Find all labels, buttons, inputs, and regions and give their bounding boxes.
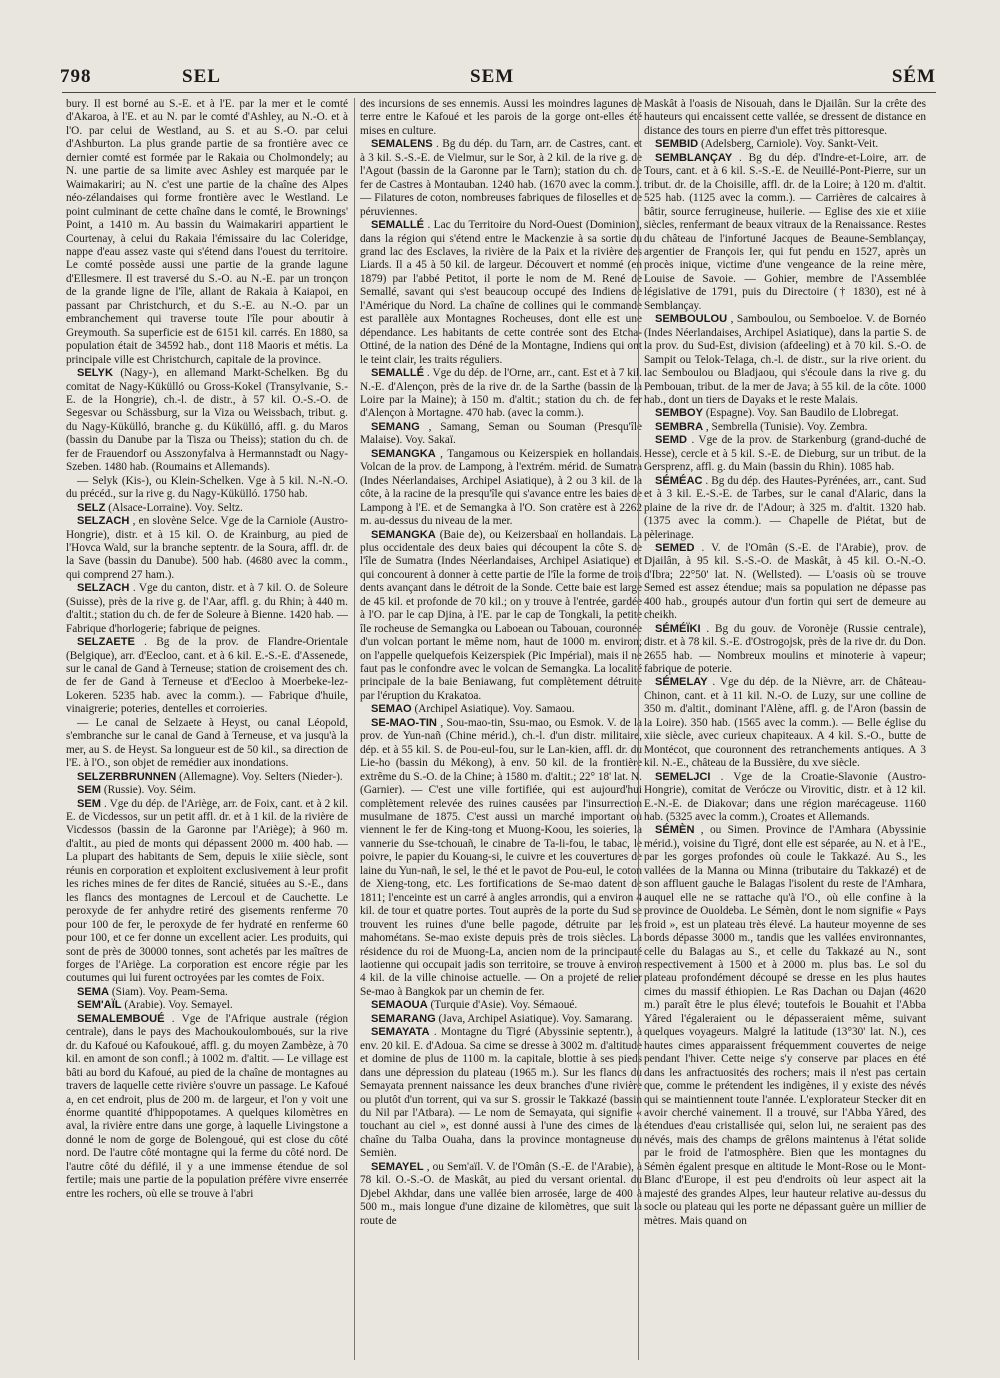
- entry-text: . V. de l'Omân (S.-E. de l'Arabie), prov. de Djailân, à 95 kil. S.-S.-O. de Maskât, à 45 kil. O.-N.-O. d'Ibra; 22°50' lat. N. (Wellsted). — L'oasis où se trouve Semed est assez étendue; mais sa population ne dépasse pas 400 hab., groupés autour d'un fortin qui sert de demeure au cheikh.: [644, 541, 926, 622]
- entry-headword: SEM: [77, 797, 102, 810]
- dictionary-entry: [66, 717, 348, 771]
- entry-text: des incursions de ses ennemis. Aussi les moindres lagunes de terre entre le Kafoué et les parois de la gorge ont-elles été mises en culture.: [360, 98, 642, 137]
- entry-text: (Baie de), ou Keizersbaaï en hollandais. La plus occidentale des deux baies qui découpent la côte S. de l'île de Sumatra (Indes Néerlandaises, Archipel Asiatique) et qui concourent à donner à cette partie de l'île la forme de trois dents avançant dans le détroit de la Sonde. Cette baie est large de 45 kil. et profonde de 70 kil.; on y trouve à l'entrée, gardée à l'O. par le cap Djina, à l'E. par le cap de Tongkali, la petite île rocheuse de Semangka ou Laboean ou Tabouan, couronnée d'un volcan portant le même nom, haut de 1000 m. environ; on l'appelle quelquefois Keizerspiek (Pic Impérial), mais il ne faut pas le confondre avec le volcan de Semangka. La localité principale de la baie Beniawang, fut complètement détruite par l'éruption du Krakatoa.: [360, 528, 642, 702]
- entry-text: bury. Il est borné au S.-E. et à l'E. par la mer et le comté d'Akaroa, à l'E. et au N. par le comté d'Ashley, au N.-O. et à l'O. par celui de Westland, au S. et au S.-O. par celui d'Ashburton. La plus grande partie de sa frontière avec ce dernier comté est formée par le Rakaia ou Cholmondely; au N. une partie de sa limite avec Ashley est marquée par le Waimakariri; au N. c'est une partie de la chaîne des Alpes néo-zélandaises qui forme frontière avec le Westland. Le point culminant de cette chaîne dans le comté, le Brownings' Point, a 1410 m. Au bassin du Waimakariri appartient le Courtenay, à celui du Rakaia l'émissaire du lac Coleridge, nappe d'eau assez vaste qui s'étend dans l'ouest du territoire. Le comté possède aussi une partie de la grande lagune d'Ellesmere. Il est traversé du S.-O. au N.-E. par un tronçon de la grande ligne de l'île, allant de Rakaia à Kaiapoi, en passant par Christchurch, et du S.-E. au N.-O. par un embranchement qui traverse toute l'île pour aboutir à Greymouth. Sa superficie est de 6151 kil. carrés. En 1880, sa population était de 34592 hab., dont 118 Maoris et métis. La principale ville est Christchurch, capitale de la province.: [66, 98, 348, 366]
- dictionary-entry: [66, 636, 348, 717]
- dictionary-entry: [360, 98, 642, 138]
- entry-headword: SELZAETE: [77, 636, 135, 649]
- header-center: SEM: [470, 66, 515, 87]
- entry-text: (Espagne). Voy. San Baudilo de Llobregat.: [705, 407, 899, 420]
- entry-text: (Russie). Voy. Séim.: [103, 784, 196, 797]
- entry-headword: SEMALEMBOUÉ: [77, 1012, 165, 1025]
- dictionary-entry: [66, 502, 348, 515]
- entry-headword: SELZACH: [77, 515, 130, 528]
- entry-text: (Alsace-Lorraine). Voy. Seltz.: [108, 501, 243, 514]
- page-header: [60, 66, 940, 94]
- dictionary-entry: [644, 313, 926, 407]
- entry-headword: SEMELJCI: [655, 770, 711, 783]
- dictionary-entry: [644, 98, 926, 138]
- entry-headword: SÉMÉÏKI: [655, 622, 701, 635]
- entry-headword: SEMBOY: [655, 407, 704, 420]
- dictionary-entry: [360, 529, 642, 704]
- entry-text: , ou Sem'aïl. V. de l'Omân (S.-E. de l'Arabie), à 78 kil. O.-S.-O. de Maskât, au pied du versant oriental. du Djebel Akhdar, dans une vallée bien arrosée, large de 400 à 500 m., mais longue d'une dizaine de kilomètres, que suit la route de: [360, 1160, 642, 1227]
- entry-headword: SEMAYEL: [371, 1160, 424, 1173]
- dictionary-entry: [66, 98, 348, 367]
- dictionary-entry: [66, 515, 348, 582]
- column-3: [644, 98, 926, 1360]
- dictionary-entry: [360, 219, 642, 367]
- entry-text: , Sou-mao-tin, Ssu-mao, ou Esmok. V. de la prov. de Yun-nañ (Chine mérid.), ch.-l. d'un distr. militaire, dép. et à 55 kil. S. de Pou-eul-fou, sur le Lan-kien, affl. dr. du Lie-ho (bassin du Mékong), à env. 50 kil. de la frontière extrême du S.-O. de la Chine; à 1580 m. d'altit.; 22° 18' lat. N. (Garnier). — C'est une ville fortifiée, qui est aujourd'hui complètement relevée des ruines causées par l'insurrection musulmane de 1875. C'est aussi un marché important où viennent le fer de King-tong et Muong-Koou, les soieries, la vannerie du Sse-tchouañ, le cinabre de Ta-li-fou, le tabac, le poivre, le papier du Kouang-si, le cuivre et les couvertures de laine du Yun-nañ, le sel, le thé et le pavot de Pou-eul, le coton de Xieng-tong, etc. Les fortifications de Se-mao datent de 1811; l'enceinte est un carré à angles arrondis, qui a environ 4 kil. de tour et quatre portes. Tout auprès de la porte du Sud se trouvent les ruines d'une belle pagode, détruite par les mahométans. Se-mao existe depuis près de trois siècles. La résidence du roi de Muong-La, ancien nom de la principauté laotienne qui occupait jadis son territoire, se trouve à environ 4 kil. de la ville chinoise actuelle. — On a projeté de relier Se-mao à Bangkok par un chemin de fer.: [360, 716, 642, 998]
- entry-text: . Lac du Territoire du Nord-Ouest (Dominion), dans la région qui s'étend entre le Mackenzie à sa sortie du grand lac des Esclaves, la rivière de la Paix et la rivière des Liards. Il a 45 à 50 kil. de largeur. Découvert et nommé (en 1879) par l'abbé Petitot, il porte le nom de M. René de Semallé, savant qui s'est beaucoup occupé des Indiens de l'Amérique du Nord. La chaîne de collines qui le commande est parallèle aux Montagnes Rocheuses, dont elle est une dépendance. Les habitants de cette contrée sont des Etcha-Ottiné, de la nation des Déné de la Montagne, Indiens qui ont le teint clair, les traits réguliers.: [360, 219, 642, 366]
- dictionary-entry: [644, 676, 926, 770]
- dictionary-entry: [644, 771, 926, 825]
- entry-text: . Bg de la prov. de Flandre-Orientale (Belgique), arr. d'Eecloo, cant. et à 6 kil. E.-S.-E. d'Assenede, sur le canal de Gand à Terneuse; station de croisement des ch. de fer de Gand à Terneuse et d'Eecloo à Moerbeke-lez-Lokeren. 5235 hab. avec la comm.). — Fabrique d'huile, vinaigrerie; poteries, dentelles et corroieries.: [66, 636, 348, 716]
- entry-headword: SEMALLÉ: [371, 367, 425, 380]
- entry-text: — Le canal de Selzaete à Heyst, ou canal Léopold, s'embranche sur le canal de Gand à Terneuse, et va jusqu'à la mer, au S. de Heyst. Sa longueur est de 50 kil., sa direction de l'E. à l'O., son objet de remédier aux inondations.: [66, 716, 348, 770]
- header-left: SEL: [182, 66, 221, 87]
- entry-headword: SEMBRA: [655, 420, 704, 433]
- dictionary-entry: [360, 138, 642, 219]
- entry-text: . Bg du dép. des Hautes-Pyrénées, arr., cant. Sud et à 3 kil. E.-S.-E. de Tarbes, sur le canal d'Alaric, dans la plaine de la rive dr. de l'Adour; à 325 m. d'altit. 1320 hab. (1375 avec la comm.). — Chapelle de Piétat, but de pèlerinage.: [644, 474, 926, 541]
- entry-text: . Vge de l'Afrique australe (région centrale), dans le pays des Machoukoulomboués, sur la rive dr. du Kafoué ou Kafoukoué, affl. g. du moyen Zambèze, à 70 kil. en amont de son confl.; à 1002 m. d'altit. — Le village est bâti au bord du Kafoué, au pied de la chaîne de montagnes au travers de laquelle cette rivière s'ouvre un passage. Le Kafoué a, en cet endroit, plus de 200 m. de largeur, et l'on y voit une énorme quantité d'hippopotames. A quelques kilomètres en aval, la rivière entre dans une gorge, à laquelle Livingstone a donné le nom de gorge de Bolengoué, qui est close du côté nord. De l'autre côté montagne qui la ferme du côté nord. De l'autre côté du défilé, il y a une immense étendue de sol fertile; mais une partie de la population préfère vivre enserrée entre les rochers, où elle se trouve à l'abri: [66, 1012, 348, 1200]
- entry-text: , Samboulou, ou Semboeloe. V. de Bornéo (Indes Néerlandaises, Archipel Asiatique), dans la partie S. de la prov. du Sud-Est, division (afdeeling) et à 70 kil. S.-O. de Sampit ou Telok-Telaga, ch.-l. de distr., sur la rive orient. du lac Semboulou ou Bladjaou, qui s'écoule dans la rive g. du Pembouan, tribut. de la mer de Java; à 55 kil. de la côte. 1000 hab., dont un tiers de Dayaks et le reste Malais.: [644, 313, 926, 406]
- entry-text: . Vge du dép. de l'Orne, arr., cant. Est et à 7 kil. N.-E. d'Alençon, près de la rive dr. de la Sarthe (bassin de la Loire par la Maine); à 150 m. d'altit.; station du ch. de fer d'Alençon à Mortagne. 470 hab. (avec la comm.).: [360, 367, 642, 420]
- entry-headword: SEMBOULOU: [655, 313, 728, 326]
- entry-headword: SEMANGKA: [371, 528, 436, 541]
- entry-headword: SÉMÈN: [655, 824, 695, 837]
- column-1: [66, 98, 348, 1360]
- entry-text: — Selyk (Kis-), ou Klein-Schelken. Vge à 5 kil. N.-N.-O. du précéd., sur la rive g. du Nagy-Kükülló. 1750 hab.: [66, 474, 348, 501]
- entry-headword: SE-MAO-TIN: [371, 716, 437, 729]
- entry-headword: SELZERBRUNNEN: [77, 770, 177, 783]
- entry-text: (Java, Archipel Asiatique). Voy. Samarang.: [438, 1012, 633, 1025]
- entry-headword: SEMARANG: [371, 1012, 436, 1025]
- entry-headword: SEMANG: [371, 420, 420, 433]
- entry-headword: SEMANGKA: [371, 447, 436, 460]
- entry-text: . Vge du dép. de la Nièvre, arr. de Château-Chinon, cant. et à 11 kil. N.-O. de Luzy, sur une colline de 350 m. d'altit., dominant l'Alène, affl. g. de l'Aron (bassin de la Loire). 350 hab. (1565 avec la comm.). — Belle église du xiie siècle, avec curieux chapiteaux. A 4 kil. S.-O., butte de Montécot, que couronnent des retranchements antiques. A 3 kil. N.-E., château de la Bussière, du xve siècle.: [644, 676, 926, 770]
- entry-headword: SÉMÉAC: [655, 474, 703, 487]
- entry-headword: SEMA: [77, 985, 110, 998]
- dictionary-entry: [644, 824, 926, 1228]
- entry-headword: SEMBLANÇAY: [655, 151, 733, 164]
- entry-text: . Vge de la prov. de Starkenburg (grand-duché de Hesse), cercle et à 5 kil. S.-E. de Dieburg, sur un tribut. de la Gersprenz, affl. g. du Main (bassin du Rhin). 1085 hab.: [644, 434, 926, 474]
- dictionary-entry: [644, 138, 926, 151]
- dictionary-entry: [66, 771, 348, 784]
- entry-headword: SEM: [77, 784, 102, 797]
- entry-headword: SEMALENS: [371, 138, 433, 151]
- dictionary-entry: [360, 703, 642, 716]
- entry-text: . Vge du canton, distr. et à 7 kil. O. de Soleure (Suisse), près de la rive g. de l'Aar, affl. g. du Rhin; à 440 m. d'altit.; station du ch. de fer de Soleure à Bienne. 1420 hab. — Fabrique d'horlogerie; fabrique de peignes.: [66, 582, 348, 635]
- dictionary-entry: [66, 798, 348, 986]
- page-number: 798: [60, 66, 92, 87]
- entry-text: (Archipel Asiatique). Voy. Samaou.: [414, 703, 575, 716]
- entry-headword: SEM'AÏL: [77, 999, 122, 1012]
- dictionary-entry: [644, 475, 926, 542]
- entry-text: (Arabie). Voy. Semayel.: [124, 999, 233, 1012]
- entry-text: (Allemagne). Voy. Selters (Nieder-).: [179, 770, 343, 783]
- dictionary-entry: [66, 784, 348, 797]
- entry-text: . Bg du dép. d'Indre-et-Loire, arr. de Tours, cant. et à 6 kil. S.-S.-E. de Neuillé-Pont-Pierre, sur un tribut. dr. de la Choisille, affl. dr. de la Loire; à 120 m. d'altit. 525 hab. (1125 avec la comm.). — Carrières de calcaires à bâtir, source ferrugineuse, huilerie. — Eglise des xie et xiiie siècles, renfermant de beaux vitraux de la Renaissance. Restes du château de l'infortuné Jacques de Beaune-Semblançay, argentier de François Ier, qui fut pendu en 1527, après un procès inique, victime d'une vengeance de la reine mère, Louise de Savoie. — Gohier, membre de l'Assemblée législative de 1791, puis du Directoire († 1830), est né à Semblançay.: [644, 151, 926, 312]
- entry-text: , Samang, Seman ou Souman (Presqu'île Malaise). Voy. Sakaï.: [360, 420, 642, 447]
- dictionary-entry: [360, 999, 642, 1012]
- dictionary-entry: [644, 623, 926, 677]
- entry-text: , ou Simen. Province de l'Amhara (Abyssinie mérid.), voisine du Tigré, dont elle est séparée, au N. et à l'E., par les gorges profondes où coule le Takkazé. Au S., les vallées de la Manna ou Minna (tributaire du Takkazé) et de son affluent gauche le Balagas l'isolent du reste de l'Amhara, auquel elle ne se rattache qu'à l'O., où elle confine à la province de Ouoldeba. Le Sémèn, dont le nom signifie « Pays froid », est un plateau très élevé. La hauteur moyenne de ses bords dépasse 3000 m., tandis que les vallées environnantes, celle du Balagas au S., et celle du Takkazé au N., sont respectivement à 1500 et à 2000 m. plus bas. Le sol du plateau profondément découpé se dresse en les plus hautes cimes du massif éthiopien. Le Ras Dachan ou Dajan (4620 m.) paraît être le plus élevé; toutefois le Bouahit et l'Abba Yâred l'égaleraient ou le dépasseraient même, suivant quelques voyageurs. Malgré la latitude (13°30' lat. N.), ces hautes cimes apparaissent fréquemment couvertes de neige pendant l'hiver. Cette neige s'y conserve par places en été dans les anfractuosités des rochers; mais il n'est pas certain que, comme le prétendent les indigènes, il y existe des névés qui se maintiennent toute l'année. L'explorateur Stecker dit en avoir cherché vainement. Il a trouvé, sur l'Abba Yâred, des étendues d'eau cristallisée qui, selon lui, ne seraient pas des névés, mais des champs de grêlons maintenus à l'état solide par le froid de l'atmosphère. Bien que les montagnes du Sémèn égalent presque en altitude le Mont-Rose ou le Mont-Blanc d'Europe, il est peu d'endroits où leur aspect ait la majesté des grandes Alpes, leur hauteur relative au-dessus du socle ou plateau qui les porte ne dépassant guère un millier de mètres. Mais quand on: [644, 824, 926, 1227]
- entry-headword: SEMAOUA: [371, 999, 428, 1012]
- dictionary-entry: [360, 421, 642, 448]
- dictionary-entry: [644, 152, 926, 313]
- entry-text: . Vge du dép. de l'Ariège, arr. de Foix, cant. et à 2 kil. E. de Vicdessos, sur un petit affl. dr. et à 1 kil. de la rivière de Vicdessos (bassin de la Garonne par l'Ariège); à 960 m. d'altit., au pied de monts qui dépassent 2000 m. 400 hab. — La plupart des habitants de Sem, depuis le xiiie siècle, sont réunis en corporation et exploitent exclusivement à leur profit les riches mines de fer dites de Rancié, situées au S.-E., dans les flancs des montagnes de Lercoul et de Cauchette. Le peroxyde de fer anhydre retiré des gisements renferme 70 pour 100 de fer, le peroxyde de fer hydraté en renferme 60 pour 100, et ce fer donne un excellent acier. Les produits, qui sont de près de 30000 tonnes, sont achetés par les maîtres de forges de l'Ariège. La corporation est encore régie par les coutumes qui lui furent octroyées par les comtes de Foix.: [66, 797, 348, 985]
- entry-text: (Nagy-), en allemand Markt-Schelken. Bg du comitat de Nagy-Kükülló ou Gross-Kokel (Transylvanie, S.-E. de la Hongrie), ch.-l. de distr., à 57 kil. O.-S.-O. de Segesvar ou Schässburg, sur la Viza ou Weissbach, tribut. g. du Nagy-Kükülló, branche g. du Kükülló, affl. g. du Maros (bassin du Danube par la Tisza ou Theiss); station du ch. de fer de Frauendorf ou Asszonyfalva à Hermannstadt ou Nagy-Szeben. 1480 hab. (Roumains et Allemands).: [66, 367, 348, 474]
- entry-text: . Bg du gouv. de Voronèje (Russie centrale), distr. et à 78 kil. S.-E. d'Ostrogojsk, près de la rive dr. du Don. 2655 hab. — Nombreux moulins et minoterie à vapeur; fabrique de poterie.: [644, 622, 926, 676]
- dictionary-entry: [644, 434, 926, 474]
- entry-headword: SEMAO: [371, 703, 412, 716]
- dictionary-entry: [66, 986, 348, 999]
- dictionary-entry: [644, 407, 926, 420]
- entry-text: (Siam). Voy. Peam-Sema.: [111, 985, 228, 998]
- dictionary-entry: [360, 367, 642, 421]
- entry-headword: SÉMELAY: [655, 676, 708, 689]
- entry-headword: SEMAYATA: [371, 1026, 430, 1039]
- entry-headword: SEMALLÉ: [371, 219, 425, 232]
- header-right: SÉM: [891, 66, 936, 87]
- entry-text: . Vge de la Croatie-Slavonie (Austro-Hongrie), comitat de Verócze ou Virovitic, distr. et à 12 kil. E.-N.-E. de Diakovar; dans une région marécageuse. 1160 hab. (5325 avec la comm.), Croates et Allemands.: [644, 770, 926, 824]
- entry-headword: SEMBID: [655, 138, 699, 151]
- entry-headword: SELZ: [77, 501, 106, 514]
- entry-headword: SEMD: [655, 434, 688, 447]
- dictionary-entry: [66, 582, 348, 636]
- dictionary-entry: [66, 367, 348, 475]
- dictionary-entry: [66, 1013, 348, 1201]
- column-divider: [354, 98, 355, 1360]
- entry-text: , Tangamous ou Keizerspiek en hollandais. Volcan de la prov. de Lampong, à l'extrém. mérid. de Sumatra (Indes Néerlandaises, Archipel Asiatique), à 2 ou 3 kil. de la côte, à la racine de la presqu'île qui s'avance entre les baies de Lampong à l'E. et de Semangka à l'O. Son cratère est à 2262 m. au-dessus du niveau de la mer.: [360, 447, 642, 528]
- entry-text: Maskât à l'oasis de Nisouah, dans le Djailân. Sur la crête des hauteurs qui encaissent cette vallée, se dressent de distance en distance des tours en pierre d'un effet très pittoresque.: [644, 98, 926, 137]
- dictionary-entry: [360, 448, 642, 529]
- dictionary-entry: [66, 475, 348, 502]
- entry-headword: SELYK: [77, 367, 113, 380]
- entry-text: . Montagne du Tigré (Abyssinie septentr.), à env. 20 kil. E. d'Adoua. Sa cime se dresse à 3002 m. d'altitude et domine de plus de 1100 m. la capitale, blottie à ses pieds dans une dépression du plateau (1965 m.). Sur les flancs du Semayata prennent naissance les deux branches d'une rivière ou plutôt d'un torrent, qui va sur S. grossir le Takkazé (bassin du Nil par l'Atbara). — Le nom de Semayata, qui signifie « touchant au ciel », est donné aussi à l'une des cimes de la chaîne du Talba Ouaha, dans la province montagneuse du Semièn.: [360, 1026, 642, 1160]
- entry-headword: SELZACH: [77, 582, 130, 595]
- dictionary-entry: [360, 1013, 642, 1026]
- entry-text: (Adelsberg, Carniole). Voy. Sankt-Veit.: [700, 138, 879, 151]
- dictionary-entry: [66, 999, 348, 1012]
- column-divider: [638, 98, 639, 1360]
- dictionary-entry: [360, 1161, 642, 1228]
- column-2: [360, 98, 642, 1360]
- entry-text: . Bg du dép. du Tarn, arr. de Castres, cant. et à 3 kil. S.-S.-E. de Vielmur, sur le Sor, à 2 kil. de la rive g. de l'Agout (bassin de la Garonne par le Tarn); station du ch. de fer de Castres à Montauban. 1240 hab. (1670 avec la comm.). — Filatures de coton, nombreuses fabriques de filoselles et de péruviennes.: [360, 138, 642, 218]
- dictionary-entry: [360, 1026, 642, 1161]
- entry-text: , Sembrella (Tunisie). Voy. Zembra.: [705, 420, 868, 433]
- dictionary-entry: [360, 717, 642, 1000]
- header-rule: [62, 92, 936, 93]
- entry-text: (Turquie d'Asie). Voy. Sémaoué.: [430, 999, 578, 1012]
- dictionary-entry: [644, 542, 926, 623]
- dictionary-entry: [644, 421, 926, 434]
- entry-headword: SEMED: [655, 541, 695, 554]
- entry-text: , en slovène Selce. Vge de la Carniole (Austro-Hongrie), distr. et à 15 kil. O. de Krainburg, au pied de l'Hovca Wald, sur la branche septentr. de la Soura, affl. dr. de la Save (bassin du Danube). 500 hab. (4680 avec la comm., qui comprend 27 ham.).: [66, 515, 348, 581]
